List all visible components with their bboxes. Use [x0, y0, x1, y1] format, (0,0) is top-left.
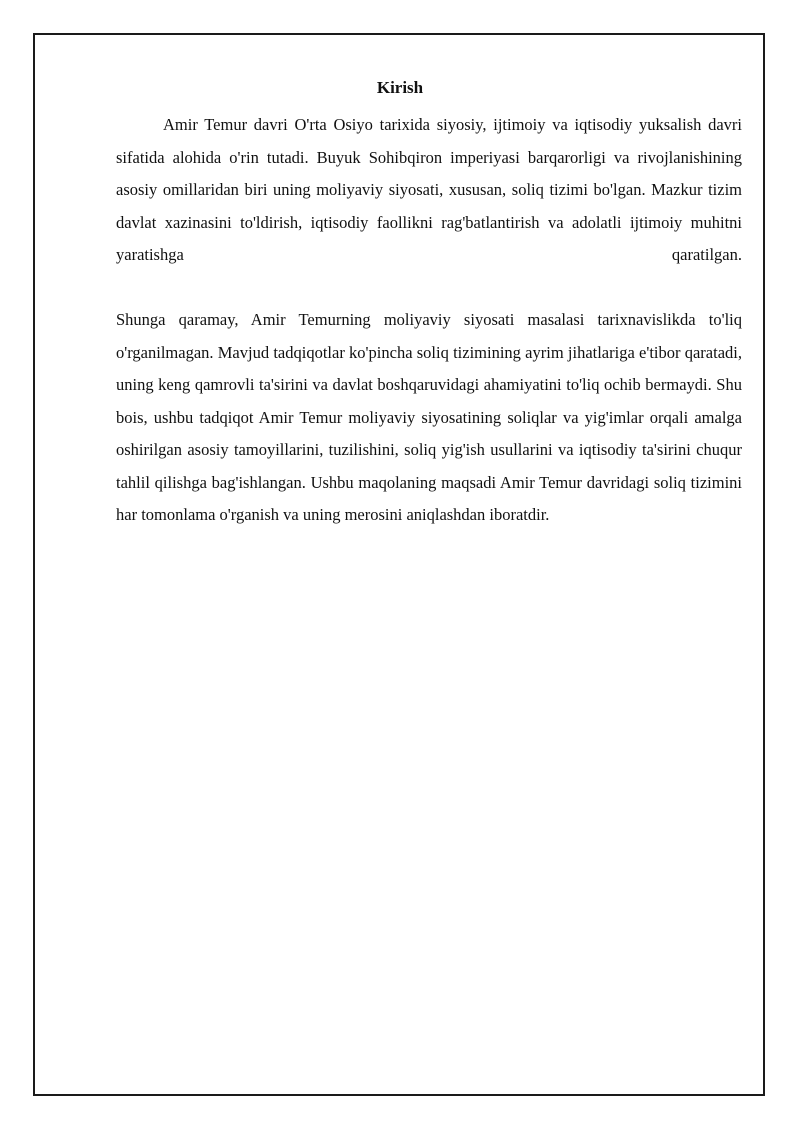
- paragraph-intro: Amir Temur davri O'rta Osiyo tarixida siyosiy, ijtimoiy va iqtisodiy yuksalish davri sifatida alohida o'rin tutadi. Buyuk Sohibqiron imperiyasi barqarorligi va rivojlanishining asosiy omillaridan biri uning moliyaviy siyosati, xususan, soliq tizimi bo'lgan. Mazkur tizim davlat xazinasini to'ldirish, iqtisodiy faollikni rag'batlantirish va adolatli ijtimoiy muhitni yaratishga qaratilgan.: [116, 115, 742, 264]
- paragraph-spacer: [116, 272, 742, 305]
- paragraph-purpose: Shunga qaramay, Amir Temurning moliyaviy siyosati masalasi tarixnavislikda to'liq o'rganilmagan. Mavjud tadqiqotlar ko'pincha soliq tizimining ayrim jihatlariga e'tibor qaratadi, uning keng qamrovli ta'sirini va davlat boshqaruvidagi ahamiyatini to'liq ochib bermaydi. Shu bois, ushbu tadqiqot Amir Temur moliyaviy siyosatining soliqlar va yig'imlar orqali amalga oshirilgan asosiy tamoyillarini, tuzilishini, soliq yig'ish usullarini va iqtisodiy ta'sirini chuqur tahlil qilishga bag'ishlangan. Ushbu maqolaning maqsadi Amir Temur davridagi soliq tizimini har tomonlama o'rganish va uning merosini aniqlashdan iboratdir.: [116, 310, 742, 524]
- document-body: [116, 109, 742, 532]
- page-title: Kirish: [376, 78, 424, 97]
